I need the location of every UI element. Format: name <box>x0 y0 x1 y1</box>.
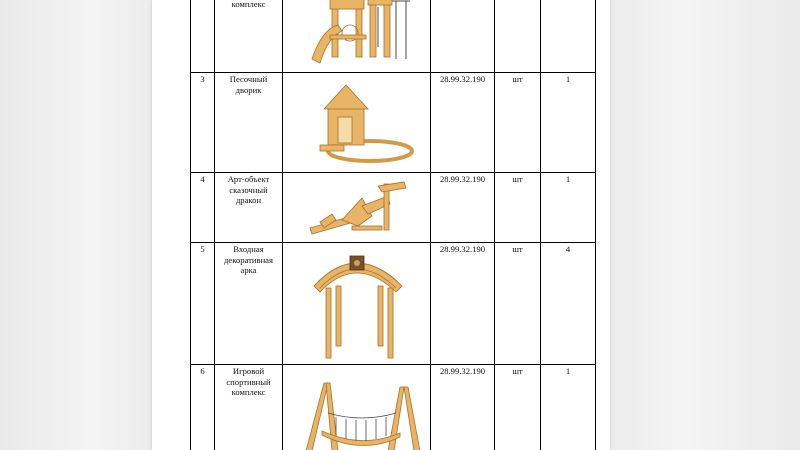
table-row <box>191 73 596 173</box>
item-code <box>431 0 495 73</box>
item-quantity: 1 <box>541 73 596 173</box>
table-row <box>191 0 596 73</box>
viewer-background-left <box>0 0 152 450</box>
row-number: 3 <box>191 73 215 173</box>
playground-complex-image <box>283 0 431 73</box>
product-table <box>190 0 596 450</box>
item-name: комплекс <box>215 0 283 73</box>
table-row <box>191 365 596 450</box>
item-name: Песочный дворик <box>215 73 283 173</box>
item-name: Игровой спортивный комплекс <box>215 365 283 450</box>
row-number: 4 <box>191 173 215 243</box>
table-row <box>191 173 596 243</box>
item-quantity: 4 <box>541 243 596 365</box>
item-quantity: 1 <box>541 173 596 243</box>
row-number: 5 <box>191 243 215 365</box>
row-number: 6 <box>191 365 215 450</box>
item-code: 28.99.32.190 <box>431 243 495 365</box>
item-name: Арт-объект сказочный дракон <box>215 173 283 243</box>
item-unit: шт <box>495 73 541 173</box>
row-number <box>191 0 215 73</box>
document-page <box>152 0 610 450</box>
item-quantity <box>541 0 596 73</box>
viewer-background-right <box>610 0 800 450</box>
item-name: Входная декоративная арка <box>215 243 283 365</box>
table-row <box>191 243 596 365</box>
item-unit: шт <box>495 173 541 243</box>
item-quantity: 1 <box>541 365 596 450</box>
sports-complex-image <box>283 365 431 450</box>
item-unit <box>495 0 541 73</box>
decorative-arch-image <box>283 243 431 365</box>
item-code: 28.99.32.190 <box>431 173 495 243</box>
item-code: 28.99.32.190 <box>431 365 495 450</box>
dragon-art-object-image <box>283 173 431 243</box>
item-code: 28.99.32.190 <box>431 73 495 173</box>
item-unit: шт <box>495 365 541 450</box>
item-unit: шт <box>495 243 541 365</box>
sandbox-house-image <box>283 73 431 173</box>
